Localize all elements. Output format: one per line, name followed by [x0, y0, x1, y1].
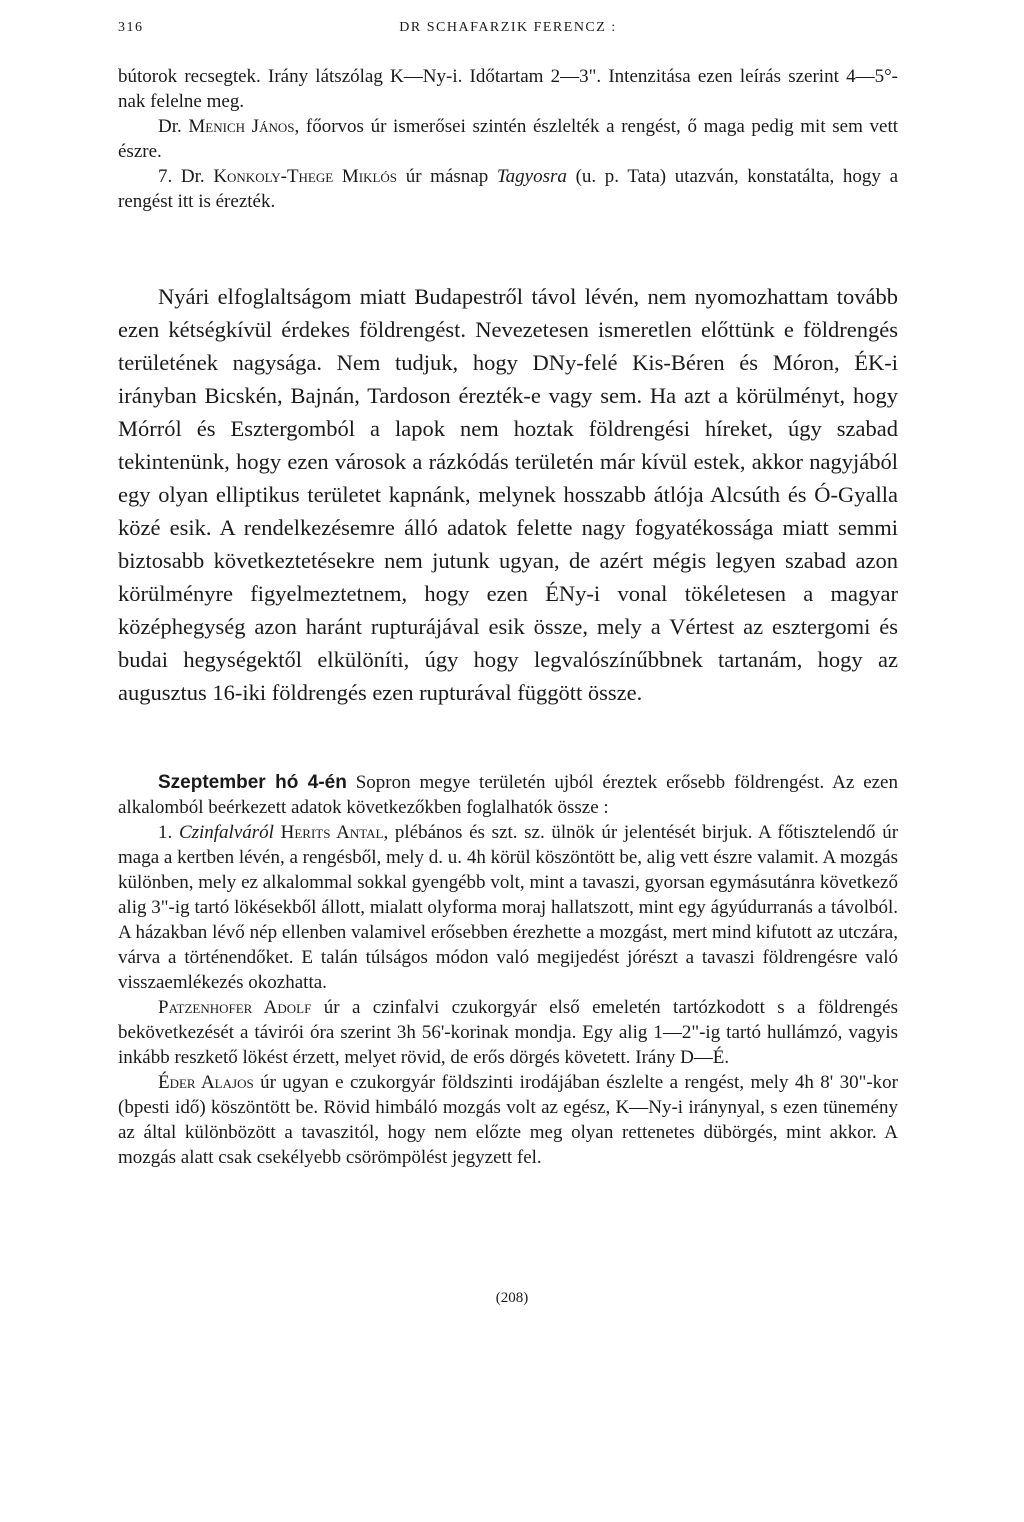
person-name: Patzenhofer Adolf: [158, 997, 312, 1018]
paragraph-summary: Nyári elfoglaltságom miatt Budapestről távol lévén, nem nyomozhattam tovább ezen kétségkívül érdekes földrengést. Nevezetesen ismeretlen előttünk e földrengés területének nagysága. Nem tudjuk, hogy DNy-felé Kis-Béren és Móron, ÉK-i irányban Bicskén, Bajnán, Tardoson érezték-e vagy sem. Ha azt a körülményt, hogy Mórról és Esztergomból a lapok nem hoztak földrengési híreket, úgy szabad tekintenünk, hogy ezen városok a rázkódás területén már kívül estek, akkor nagyjából egy olyan elliptikus területet kapnánk, melynek hosszabb átlója Alcsúth és Ó-Gyalla közé esik. A rendelkezésemre álló adatok felette nagy fogyatékossága miatt semmi biztosabb következtetésekre nem jutunk ugyan, de azért mégis legyen szabad azon körülményre figyelmeztetnem, hogy ezen ÉNy-i vonal tökéletesen a magyar középhegység azon haránt rupturájával esik össze, mely a Vértest az esztergomi és budai hegységektől elkülöníti, úgy hogy legvalószínűbbnek tartanám, hogy az augusztus 16-iki földrengés ezen rupturával függött össze.: [118, 284, 898, 705]
running-title: DR SCHAFARZIK FERENCZ :: [399, 20, 617, 35]
date-heading: Szeptember hó 4-én: [158, 772, 347, 793]
paragraph-text: úr a czinfalvi czukorgyár első emeletén tartózkodott s a földrengés bekövetkezését a távirói óra szerint 3h 56'-korinak mondja. Egy alig 1—2"-ig tartó hullámzó, vagyis inkább reszkető lökést érzett, melyet rövid, de erős dörgés követett. Irány D—É.: [118, 997, 899, 1068]
person-name: Éder Alajos: [158, 1072, 254, 1093]
paragraph-text: úr ugyan e czukorgyár földszinti irodájában észlelte a rengést, mely 4h 8' 30"-kor (bpesti idő) köszöntött be. Rövid himbáló mozgás volt az egész, K—Ny-i iránynyal, s ezen tünemény az által különbözött a tavaszitól, hogy nem előzte meg olyan rettenetes dübörgés, mint akkor. A mozgás alatt csak csekélyebb csörömpölést jegyzett fel.: [118, 1072, 898, 1168]
person-name: Herits Antal,: [280, 822, 389, 843]
page-number: 316: [118, 20, 144, 35]
paragraph-september-intro: [118, 770, 898, 820]
paragraph-furniture-report: bútorok recsegtek. Irány látszólag K—Ny-i. Időtartam 2—3". Intenzitása ezen leírás szerint 4—5°-nak felelne meg.: [118, 66, 898, 112]
september-section: [118, 770, 898, 1170]
paragraph-konkoly-report: [118, 164, 898, 214]
running-head: [118, 20, 898, 42]
title-label: Dr.: [158, 116, 182, 137]
paragraph-text: plébános és szt. sz. ülnök úr jelentését birjuk. A főtisztelendő úr maga a kertben lévén, a rengésből, mely d. u. 4h körül köszöntött be, alig vett észre valamit. A mozgás különben, mely ez alkalommal sokkal gyengébb volt, mint a tavaszi, gyorsan egymásutánra következő alig 3"-ig tartó lökésekből állott, mialatt olyforma moraj hallatszott, mint egy ágyúdurranás a távolból. A házakban lévő nép ellenben valamivel erősebben érezhette a mozgást, mert mind kifutott az utczára, várva a történendőket. E talán túlságos módon való megijedést jórészt a tavaszi földrengésre való visszaemlékezés okozhatta.: [118, 822, 899, 993]
paragraph-text: Sopron megye területén ujból éreztek erősebb földrengést. Az ezen alkalomból beérkezett adatok következőkben foglalhatók össze :: [118, 772, 898, 818]
item-label: 7. Dr.: [158, 166, 205, 187]
paragraph-text: főorvos úr ismerősei szintén észlelték a rengést, ő maga pedig mit sem vett észre.: [118, 116, 899, 162]
summary-section: [118, 280, 898, 709]
report-notes-section: [118, 64, 898, 214]
place-name: Czinfalváról: [178, 822, 274, 843]
sheet-number: (208): [495, 1290, 529, 1306]
paragraph-menich-report: [118, 114, 898, 164]
person-name: Menich János,: [188, 116, 300, 137]
place-name: Tagyosra: [496, 166, 567, 187]
paragraph-eder-report: [118, 1070, 898, 1170]
paragraph-text: úr másnap: [405, 166, 489, 187]
paragraph-herits-report: [118, 820, 898, 995]
person-name: Konkoly-Thege Miklós: [213, 166, 398, 187]
paragraph-patzenhofer-report: [118, 995, 898, 1070]
paragraph-text: (u. p. Tata) utazván, konstatálta, hogy a rengést itt is érezték.: [118, 166, 899, 212]
item-number: 1.: [158, 822, 173, 843]
